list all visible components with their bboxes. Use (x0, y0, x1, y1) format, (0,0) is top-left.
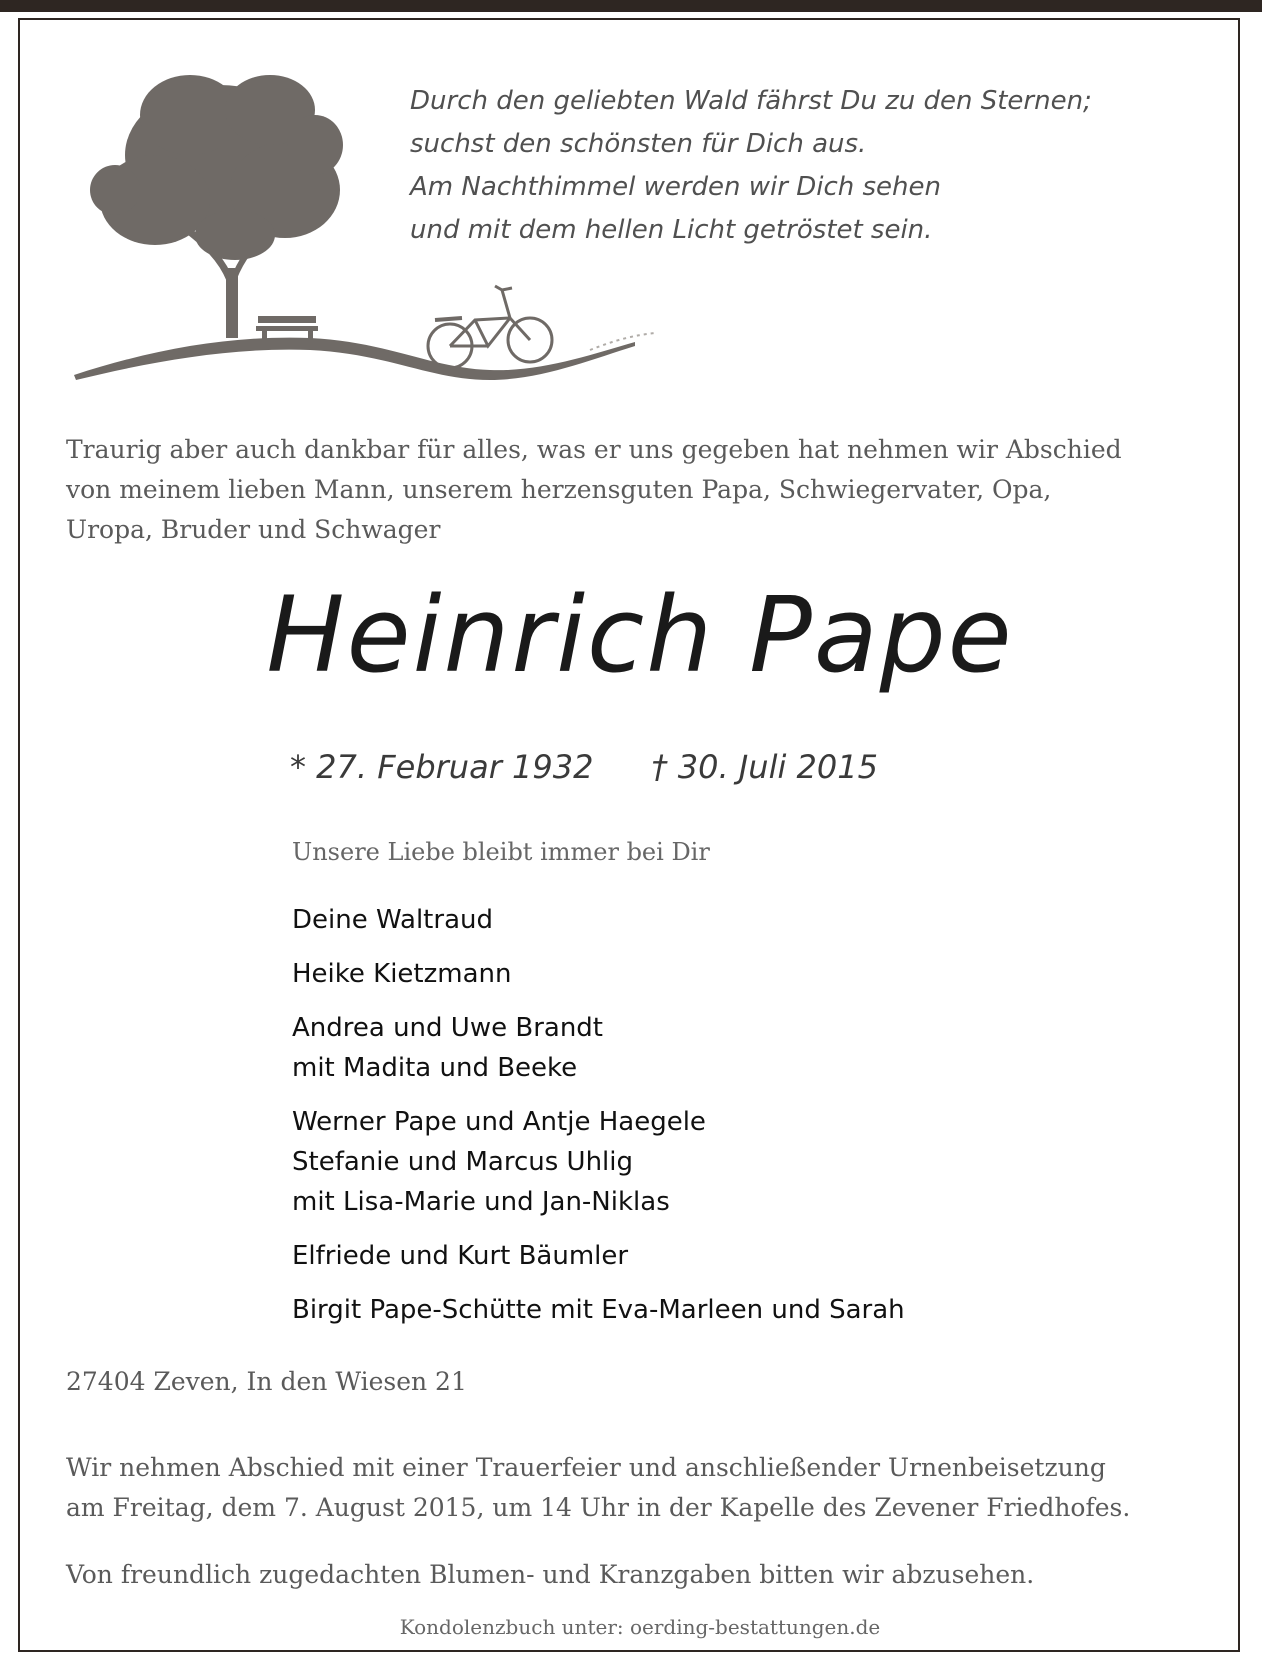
intro-line: von meinem lieben Mann, unserem herzensguten Papa, Schwiegervater, Opa, (66, 475, 1052, 504)
family-member: Deine Waltraud (292, 905, 493, 935)
ceremony-info (66, 1448, 1246, 1528)
family-group (292, 954, 1192, 994)
ceremony-line: Wir nehmen Abschied mit einer Trauerfeier und anschließender Urnenbeisetzung (66, 1453, 1106, 1482)
family-member: mit Madita und Beeke (292, 1053, 578, 1083)
tree-icon (90, 75, 343, 338)
ceremony-line: am Freitag, dem 7. August 2015, um 14 Uhr in der Kapelle des Zevener Friedhofes. (66, 1493, 1131, 1522)
poem-line: suchst den schönsten für Dich aus. (410, 129, 867, 159)
deceased-name: Heinrich Pape (266, 574, 1014, 696)
intro-line: Uropa, Bruder und Schwager (66, 515, 441, 544)
hill-icon (74, 333, 655, 380)
poem-line: Am Nachthimmel werden wir Dich sehen (410, 172, 941, 202)
family-member: Elfriede und Kurt Bäumler (292, 1241, 629, 1271)
poem (410, 80, 1230, 252)
family-group (292, 1290, 1192, 1330)
poem-line: und mit dem hellen Licht getröstet sein. (410, 215, 933, 245)
life-dates (290, 745, 1190, 789)
family-member: Heike Kietzmann (292, 959, 512, 989)
address: 27404 Zeven, In den Wiesen 21 (66, 1367, 467, 1396)
family-member: Werner Pape und Antje Haegele (292, 1107, 706, 1137)
top-border-bar (0, 0, 1280, 12)
birth-date: * 27. Februar 1932 (290, 748, 594, 786)
family-group (292, 1236, 1192, 1276)
page-right-margin (1262, 0, 1280, 1670)
family-group (292, 1102, 1192, 1222)
bench-icon (256, 316, 318, 340)
family-member: mit Lisa-Marie und Jan-Niklas (292, 1187, 670, 1217)
family-member: Andrea und Uwe Brandt (292, 1013, 603, 1043)
death-date: † 30. Juli 2015 (651, 748, 878, 786)
condolence-link[interactable]: Kondolenzbuch unter: oerding-bestattungen.de (399, 1615, 881, 1639)
intro-text (66, 430, 1236, 550)
family-member: Birgit Pape-Schütte mit Eva-Marleen und Sarah (292, 1295, 905, 1325)
family-member: Stefanie und Marcus Uhlig (292, 1147, 633, 1177)
family-group (292, 1008, 1192, 1088)
intro-line: Traurig aber auch dankbar für alles, was er uns gegeben hat nehmen wir Abschied (66, 435, 1122, 464)
flowers-note: Von freundlich zugedachten Blumen- und Kranzgaben bitten wir abzusehen. (66, 1560, 1035, 1589)
bicycle-icon (428, 286, 552, 368)
family-list (292, 900, 1192, 1344)
poem-line: Durch den geliebten Wald fährst Du zu den Sternen; (410, 86, 1092, 116)
motto: Unsere Liebe bleibt immer bei Dir (292, 838, 710, 866)
family-group (292, 900, 1192, 940)
